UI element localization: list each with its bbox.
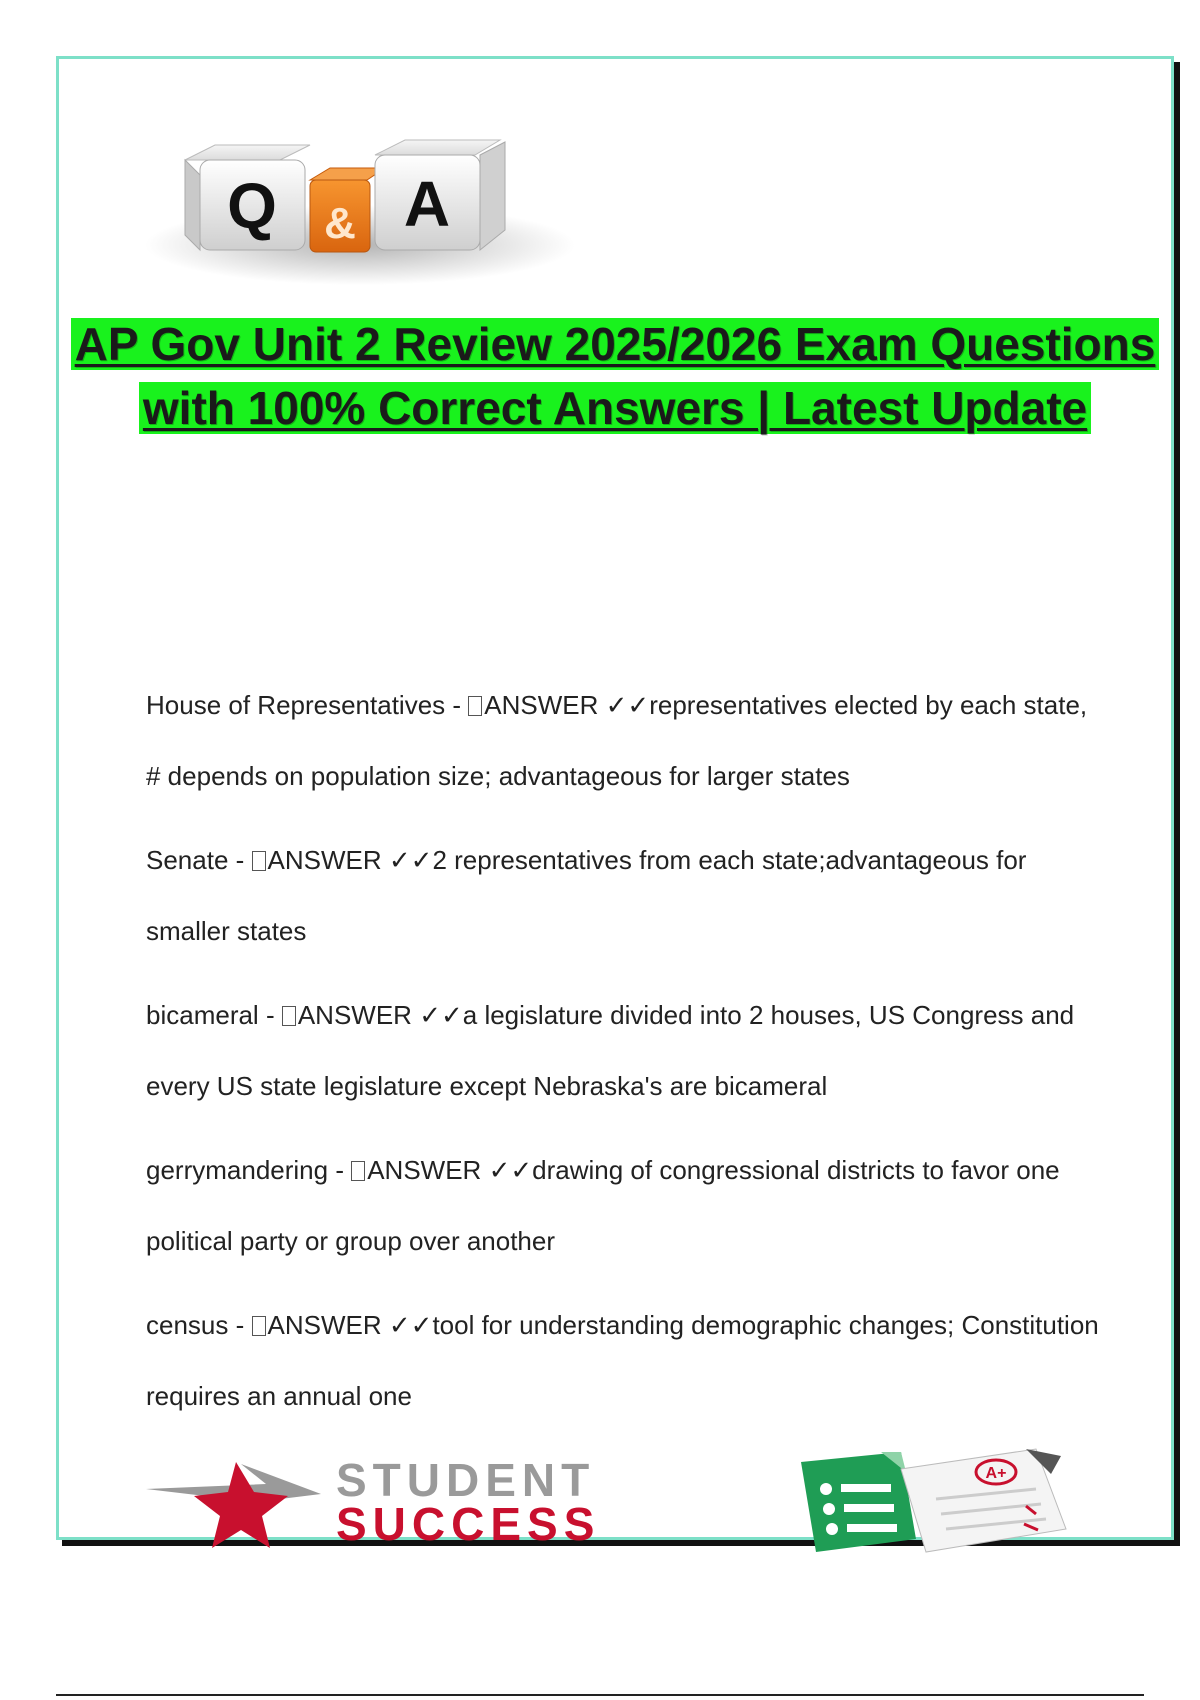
qa-answer-label: ANSWER xyxy=(297,1000,412,1030)
qa-definition: tool for understanding demographic changes; Constitution requires an annual one xyxy=(146,1310,1099,1411)
svg-text:Q: Q xyxy=(227,170,277,242)
qa-item: bicameral - ANSWER ✓✓a legislature divided into 2 houses, US Congress and every US state legislature except Nebraska's are bicameral xyxy=(146,1000,1075,1101)
grade-badge: A+ xyxy=(985,1465,1007,1482)
qa-definition: a legislature divided into 2 houses, US Congress and every US state legislature except Nebraska's are bicameral xyxy=(146,1000,1075,1101)
qa-term: gerrymandering xyxy=(146,1155,329,1185)
page-divider xyxy=(56,1694,1144,1696)
missing-glyph-icon xyxy=(282,1006,296,1026)
missing-glyph-icon xyxy=(252,851,266,871)
missing-glyph-icon xyxy=(252,1316,266,1336)
svg-text:&: & xyxy=(324,199,356,248)
student-success-logo xyxy=(146,1444,1086,1554)
document-title xyxy=(60,312,1170,440)
qa-term: census xyxy=(146,1310,229,1340)
checkmark-icon: ✓✓ xyxy=(388,845,433,875)
qa-answer-label: ANSWER xyxy=(484,690,599,720)
brand-student-text: STUDENT xyxy=(336,1454,596,1506)
star-swoosh-icon xyxy=(146,1462,321,1548)
qa-dice-logo xyxy=(145,100,575,300)
document-title-text: AP Gov Unit 2 Review 2025/2026 Exam Questions with 100% Correct Answers | Latest Update xyxy=(71,318,1160,434)
qa-term: bicameral xyxy=(146,1000,259,1030)
brand-success-text: SUCCESS xyxy=(336,1498,601,1550)
qa-item: House of Representatives - ANSWER ✓✓representatives elected by each state, # depends on population size; advantageous for larger states xyxy=(146,690,1088,791)
qa-list xyxy=(146,670,1106,1445)
checkmark-icon: ✓✓ xyxy=(488,1155,533,1185)
dice-a xyxy=(375,140,505,250)
dice-q xyxy=(185,145,310,250)
qa-answer-label: ANSWER xyxy=(367,1155,482,1185)
qa-item: Senate - ANSWER ✓✓2 representatives from each state;advantageous for smaller states xyxy=(146,845,1027,946)
checkmark-icon: ✓✓ xyxy=(419,1000,463,1030)
svg-text:A: A xyxy=(403,168,451,240)
missing-glyph-icon xyxy=(468,696,482,716)
graded-paper-icon xyxy=(901,1449,1066,1552)
qa-term: House of Representatives xyxy=(146,690,446,720)
checkmark-icon: ✓✓ xyxy=(388,1310,433,1340)
qa-term: Senate xyxy=(146,845,229,875)
qa-item: gerrymandering - ANSWER ✓✓drawing of congressional districts to favor one political party or group over another xyxy=(146,1155,1060,1256)
qa-definition: representatives elected by each state, # depends on population size; advantageous for larger states xyxy=(146,690,1088,791)
qa-answer-label: ANSWER xyxy=(267,1310,382,1340)
checkmark-icon: ✓✓ xyxy=(605,690,650,720)
qa-definition: drawing of congressional districts to favor one political party or group over another xyxy=(146,1155,1060,1256)
missing-glyph-icon xyxy=(351,1161,365,1181)
spreadsheet-icon xyxy=(801,1452,916,1552)
qa-definition: 2 representatives from each state;advantageous for smaller states xyxy=(146,845,1027,946)
qa-item: census - ANSWER ✓✓tool for understanding demographic changes; Constitution requires an annual one xyxy=(146,1310,1099,1411)
qa-answer-label: ANSWER xyxy=(267,845,382,875)
